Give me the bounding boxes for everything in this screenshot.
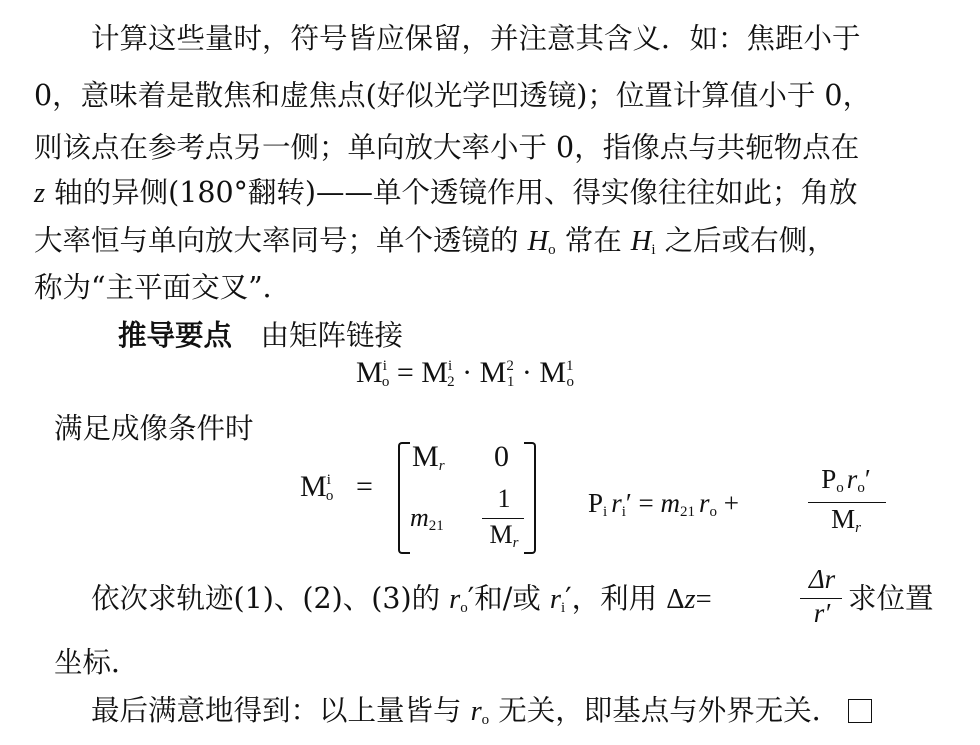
para1-line5-pre: 大率恒与单向放大率同号；单个透镜的 — [34, 224, 528, 257]
traj-delta: Δ — [666, 584, 685, 615]
final-post: 无关，即基点与外界无关． — [489, 694, 841, 727]
p-m-sub: 21 — [680, 504, 696, 520]
p-m: m — [660, 488, 681, 518]
traj-r2-sub: i — [561, 600, 566, 616]
matrix-a22-num: 1 — [497, 484, 511, 513]
p-num-prime: ′ — [864, 464, 871, 494]
matrix-a11-sub: r — [438, 458, 445, 474]
equation-matrix-chain — [356, 356, 574, 391]
matrix-lhs — [300, 470, 333, 505]
para1-line5-mid: 常在 — [555, 224, 631, 257]
eq1-lhs: M — [356, 356, 383, 389]
traj-mid: ′和/或 — [467, 582, 550, 615]
traj-z: z — [684, 584, 696, 615]
para1-line6: 称为“主平面交叉”． — [34, 271, 292, 304]
p-r2: r — [699, 488, 710, 518]
matrix-a11-M: M — [412, 440, 439, 473]
matrix-lhs-sub: o — [325, 488, 334, 504]
derivation-text: 由矩阵链接 — [232, 319, 404, 352]
p-equals: = — [631, 488, 661, 518]
matrix-left-bracket — [398, 442, 410, 554]
matrix-a22-den-M: M — [489, 520, 513, 549]
p-den-sub: r — [855, 520, 861, 536]
final-r: r — [470, 696, 482, 727]
eq1-equals: = — [389, 356, 422, 389]
H-i-sub: i — [651, 242, 656, 258]
matrix-a22-den-sub: r — [512, 535, 519, 551]
matrix-a22-den — [482, 520, 526, 552]
traj-post: ′，利用 — [565, 582, 667, 615]
p-num-P: P — [821, 464, 837, 494]
traj-frac-num: Δr — [808, 564, 836, 594]
eq1-t3-sup: 1 — [566, 358, 574, 374]
matrix-a21-sub: 21 — [428, 518, 444, 534]
eq1-lhs-sub: o — [381, 374, 390, 390]
traj-r2: r — [549, 584, 561, 615]
Hi-symbol: H — [630, 226, 652, 257]
eq1-t1: M — [421, 356, 448, 389]
derivation-label: 推导要点 — [118, 318, 233, 352]
p-frac-bar — [808, 502, 886, 503]
para1-line5-post: 之后或右侧， — [655, 224, 836, 257]
condition-text: 满足成像条件时 — [54, 412, 254, 445]
matrix-a21 — [410, 503, 444, 535]
matrix-equals: = — [356, 470, 373, 503]
p-plus: + — [717, 488, 740, 518]
p-num-r-sub: o — [857, 480, 865, 496]
eq1-t3: M — [539, 356, 567, 389]
p-r-sub: i — [621, 504, 626, 520]
eq1-t1-sub: 2 — [447, 374, 455, 390]
para1-line3: 则该点在参考点另一侧；单向放大率小于 0，指像点与共轭物点在 — [34, 131, 860, 164]
qed-box-icon — [848, 699, 872, 723]
eq1-t3-sub: o — [566, 374, 575, 390]
p-P: P — [588, 488, 604, 518]
eq1-dot1: · — [454, 356, 480, 389]
p-equation — [588, 488, 739, 521]
p-P-sub: i — [603, 504, 608, 520]
H-o-sub: o — [548, 242, 556, 258]
traj-tail: 求位置 — [848, 582, 934, 615]
eq1-t2-sup: 2 — [506, 358, 514, 374]
final-r-sub: o — [481, 712, 490, 728]
para1-line1: 计算这些量时，符号皆应保留，并注意其含义．如：焦距小于 — [34, 22, 861, 55]
p-prime: ′ — [625, 488, 632, 518]
para1-line4 — [34, 168, 946, 219]
p-frac-num — [806, 464, 886, 497]
eq1-lhs-sup: i — [382, 358, 387, 374]
traj-r1-sub: o — [460, 600, 468, 616]
final-pre: 最后满意地得到：以上量皆与 — [34, 694, 471, 727]
p-num-r: r — [846, 464, 858, 494]
matrix-lhs-sup: i — [326, 472, 331, 488]
H-symbol: H — [527, 226, 549, 257]
eq1-dot2: · — [514, 356, 540, 389]
eq1-t2-sub: 1 — [506, 374, 515, 390]
p-num-P-sub: o — [836, 480, 844, 496]
coordinate-line: 坐标． — [54, 646, 140, 679]
traj-frac-den: r′ — [813, 598, 831, 628]
traj-eq: = — [695, 584, 712, 615]
traj-r1: r — [449, 584, 461, 615]
eq1-t1-sup: i — [447, 358, 453, 374]
p-r2-sub: o — [709, 504, 718, 520]
z-symbol: z — [34, 178, 46, 209]
matrix-a22-bar — [482, 518, 524, 519]
traj-pre: 依次求轨迹(1)、(2)、(3)的 — [34, 582, 450, 615]
matrix-lhs-M: M — [300, 470, 327, 503]
p-r: r — [611, 488, 622, 518]
matrix-a21-m: m — [410, 503, 429, 532]
matrix-a12: 0 — [494, 440, 509, 473]
derivation-line — [118, 310, 980, 361]
p-frac-den — [806, 504, 886, 537]
p-den-M: M — [831, 504, 856, 534]
final-line — [34, 686, 946, 745]
para1-line4-text: 轴的异侧(180°翻转)——单个透镜作用、得实像往往如此；角放 — [45, 176, 858, 209]
para1-line2: 0，意味着是散焦和虚焦点(好似光学凹透镜)；位置计算值小于 0， — [34, 79, 872, 112]
eq1-t2: M — [479, 356, 507, 389]
matrix-a11 — [412, 440, 445, 475]
